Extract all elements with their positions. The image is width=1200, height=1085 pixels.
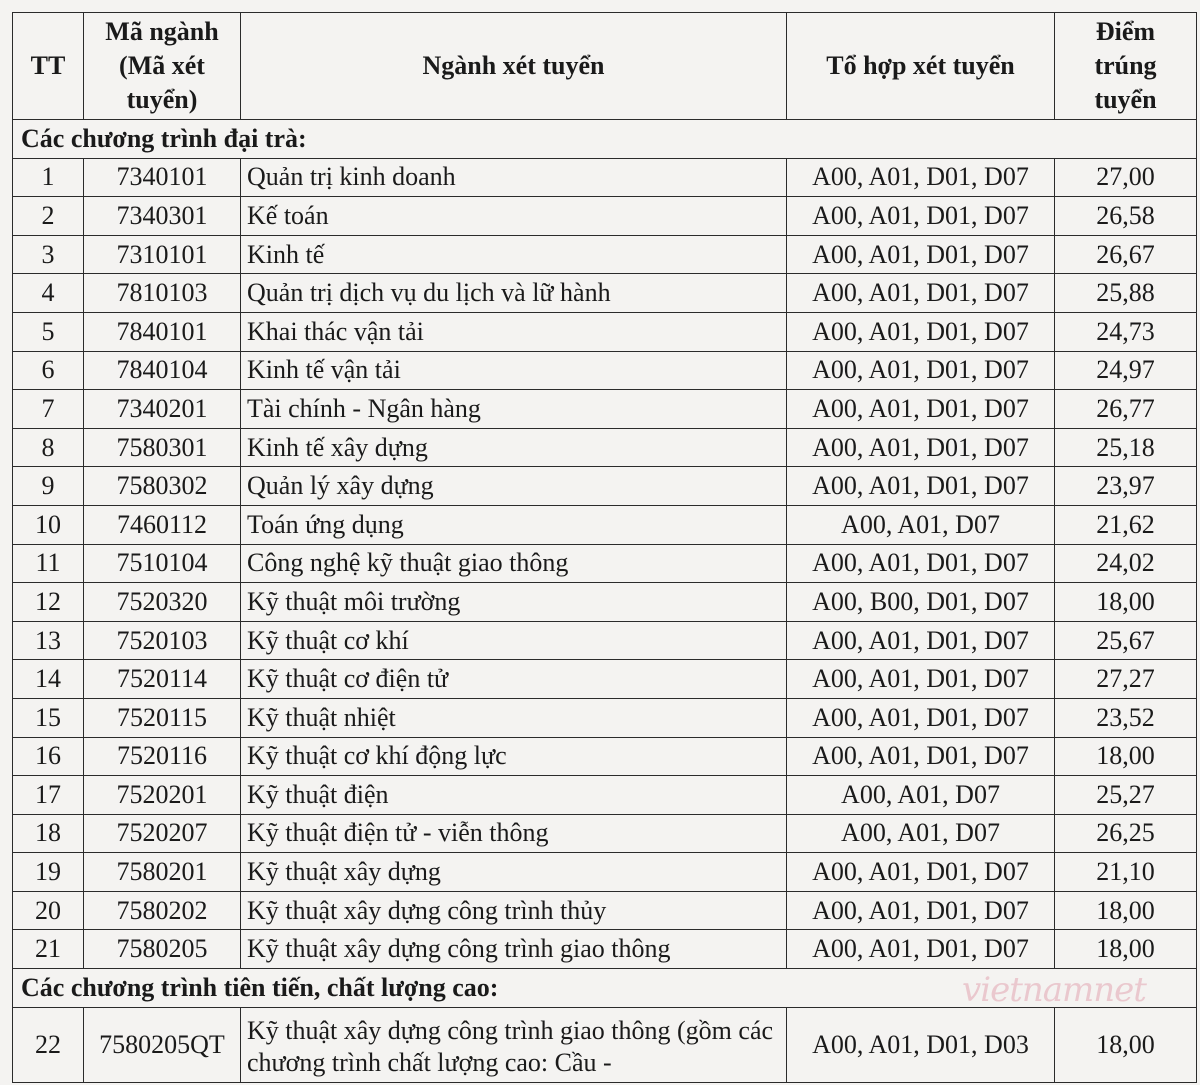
- header-combo: Tổ hợp xét tuyển: [787, 13, 1055, 120]
- cell-tt: 11: [13, 544, 84, 583]
- cell-major: Toán ứng dụng: [241, 505, 787, 544]
- table-row: [13, 235, 1197, 274]
- cell-score: 26,25: [1055, 814, 1197, 853]
- table-row: [13, 853, 1197, 892]
- cell-code: 7520207: [84, 814, 241, 853]
- cell-major: Kỹ thuật xây dựng công trình giao thông: [241, 930, 787, 969]
- cell-score: 24,73: [1055, 312, 1197, 351]
- cell-code: 7810103: [84, 274, 241, 313]
- cell-combo: A00, A01, D01, D03: [787, 1007, 1055, 1082]
- cell-combo: A00, A01, D01, D07: [787, 428, 1055, 467]
- cell-major: Kỹ thuật nhiệt: [241, 698, 787, 737]
- cell-major: Kỹ thuật cơ khí: [241, 621, 787, 660]
- cell-combo: A00, A01, D01, D07: [787, 312, 1055, 351]
- cell-score: 18,00: [1055, 737, 1197, 776]
- cell-major: Kỹ thuật cơ khí động lực: [241, 737, 787, 776]
- cell-score: 23,97: [1055, 467, 1197, 506]
- cell-major: Quản lý xây dựng: [241, 467, 787, 506]
- cell-score: 23,52: [1055, 698, 1197, 737]
- cell-major: Quản trị kinh doanh: [241, 158, 787, 197]
- cell-tt: 17: [13, 776, 84, 815]
- cell-major: Kỹ thuật xây dựng: [241, 853, 787, 892]
- cell-major: Khai thác vận tải: [241, 312, 787, 351]
- cell-code: 7580301: [84, 428, 241, 467]
- cell-score: 26,58: [1055, 197, 1197, 236]
- cell-score: 27,00: [1055, 158, 1197, 197]
- cell-major: Kinh tế xây dựng: [241, 428, 787, 467]
- table-row: [13, 544, 1197, 583]
- cell-code: 7520116: [84, 737, 241, 776]
- cell-combo: A00, A01, D07: [787, 505, 1055, 544]
- section-title: Các chương trình tiên tiến, chất lượng cao:: [13, 969, 1197, 1008]
- cell-tt: 9: [13, 467, 84, 506]
- cell-code: 7580302: [84, 467, 241, 506]
- cell-major: Tài chính - Ngân hàng: [241, 390, 787, 429]
- table-row: [13, 737, 1197, 776]
- cell-score: 25,88: [1055, 274, 1197, 313]
- table-row: [13, 698, 1197, 737]
- cell-tt: 3: [13, 235, 84, 274]
- cell-tt: 15: [13, 698, 84, 737]
- cell-combo: A00, A01, D01, D07: [787, 698, 1055, 737]
- cell-code: 7340101: [84, 158, 241, 197]
- cell-combo: A00, A01, D01, D07: [787, 930, 1055, 969]
- table-row: [13, 1007, 1197, 1082]
- table-row: [13, 351, 1197, 390]
- cell-combo: A00, B00, D01, D07: [787, 583, 1055, 622]
- cell-combo: A00, A01, D07: [787, 776, 1055, 815]
- cell-combo: A00, A01, D01, D07: [787, 467, 1055, 506]
- cell-tt: 10: [13, 505, 84, 544]
- cell-code: 7340301: [84, 197, 241, 236]
- cell-tt: 5: [13, 312, 84, 351]
- header-tt: TT: [13, 13, 84, 120]
- cell-tt: 8: [13, 428, 84, 467]
- cell-tt: 6: [13, 351, 84, 390]
- cell-score: 21,62: [1055, 505, 1197, 544]
- cell-major: Quản trị dịch vụ du lịch và lữ hành: [241, 274, 787, 313]
- cell-combo: A00, A01, D01, D07: [787, 274, 1055, 313]
- table-row: [13, 467, 1197, 506]
- cell-major: Kỹ thuật điện: [241, 776, 787, 815]
- cell-combo: A00, A01, D01, D07: [787, 621, 1055, 660]
- cell-combo: A00, A01, D01, D07: [787, 235, 1055, 274]
- table-row: [13, 814, 1197, 853]
- cell-tt: 1: [13, 158, 84, 197]
- cell-code: 7580205QT: [84, 1007, 241, 1082]
- cell-tt: 18: [13, 814, 84, 853]
- cell-score: 18,00: [1055, 930, 1197, 969]
- cell-code: 7840104: [84, 351, 241, 390]
- table-row: [13, 621, 1197, 660]
- cell-code: 7580201: [84, 853, 241, 892]
- cell-tt: 12: [13, 583, 84, 622]
- watermark-logo: vietnamnet: [962, 970, 1146, 1010]
- cell-combo: A00, A01, D01, D07: [787, 351, 1055, 390]
- cell-score: 18,00: [1055, 1007, 1197, 1082]
- cell-score: 27,27: [1055, 660, 1197, 699]
- cell-code: 7580202: [84, 891, 241, 930]
- table-body: [13, 120, 1197, 1083]
- cell-code: 7520103: [84, 621, 241, 660]
- cell-combo: A00, A01, D01, D07: [787, 891, 1055, 930]
- cell-code: 7460112: [84, 505, 241, 544]
- header-code: Mã ngành (Mã xét tuyển): [84, 13, 241, 120]
- cell-combo: A00, A01, D01, D07: [787, 158, 1055, 197]
- cell-score: 25,67: [1055, 621, 1197, 660]
- table-row: [13, 390, 1197, 429]
- cell-code: 7510104: [84, 544, 241, 583]
- cell-combo: A00, A01, D01, D07: [787, 737, 1055, 776]
- cell-major: Công nghệ kỹ thuật giao thông: [241, 544, 787, 583]
- table-row: [13, 776, 1197, 815]
- cell-tt: 2: [13, 197, 84, 236]
- cell-code: 7520201: [84, 776, 241, 815]
- cell-tt: 20: [13, 891, 84, 930]
- cell-combo: A00, A01, D01, D07: [787, 660, 1055, 699]
- table-row: [13, 274, 1197, 313]
- cell-code: 7520320: [84, 583, 241, 622]
- cell-score: 26,67: [1055, 235, 1197, 274]
- admission-scores-table: [12, 12, 1197, 1083]
- header-score: Điểm trúng tuyển: [1055, 13, 1197, 120]
- cell-tt: 14: [13, 660, 84, 699]
- cell-code: 7340201: [84, 390, 241, 429]
- cell-major: Kỹ thuật môi trường: [241, 583, 787, 622]
- cell-code: 7520115: [84, 698, 241, 737]
- table-row: [13, 428, 1197, 467]
- cell-combo: A00, A01, D01, D07: [787, 197, 1055, 236]
- cell-tt: 13: [13, 621, 84, 660]
- cell-combo: A00, A01, D01, D07: [787, 390, 1055, 429]
- table-row: [13, 312, 1197, 351]
- cell-major: Kỹ thuật xây dựng công trình giao thông (gồm các chương trình chất lượng cao: Cầu -: [241, 1007, 787, 1082]
- cell-code: 7520114: [84, 660, 241, 699]
- table-row: [13, 197, 1197, 236]
- cell-score: 21,10: [1055, 853, 1197, 892]
- table-row: [13, 930, 1197, 969]
- table-row: [13, 505, 1197, 544]
- table-row: [13, 660, 1197, 699]
- cell-code: 7840101: [84, 312, 241, 351]
- cell-combo: A00, A01, D07: [787, 814, 1055, 853]
- section-title: Các chương trình đại trà:: [13, 120, 1197, 159]
- table-row: [13, 158, 1197, 197]
- cell-major: Kinh tế vận tải: [241, 351, 787, 390]
- cell-tt: 21: [13, 930, 84, 969]
- cell-tt: 22: [13, 1007, 84, 1082]
- header-major: Ngành xét tuyển: [241, 13, 787, 120]
- cell-code: 7580205: [84, 930, 241, 969]
- cell-score: 26,77: [1055, 390, 1197, 429]
- cell-major: Kinh tế: [241, 235, 787, 274]
- cell-major: Kỹ thuật cơ điện tử: [241, 660, 787, 699]
- cell-score: 18,00: [1055, 583, 1197, 622]
- cell-combo: A00, A01, D01, D07: [787, 853, 1055, 892]
- cell-major: Kế toán: [241, 197, 787, 236]
- table-row: [13, 891, 1197, 930]
- header-row: [13, 13, 1197, 120]
- cell-major: Kỹ thuật điện tử - viễn thông: [241, 814, 787, 853]
- cell-tt: 4: [13, 274, 84, 313]
- cell-score: 24,97: [1055, 351, 1197, 390]
- table-row: [13, 583, 1197, 622]
- cell-score: 18,00: [1055, 891, 1197, 930]
- cell-score: 25,27: [1055, 776, 1197, 815]
- cell-score: 24,02: [1055, 544, 1197, 583]
- cell-code: 7310101: [84, 235, 241, 274]
- cell-major: Kỹ thuật xây dựng công trình thủy: [241, 891, 787, 930]
- cell-tt: 19: [13, 853, 84, 892]
- cell-combo: A00, A01, D01, D07: [787, 544, 1055, 583]
- cell-tt: 16: [13, 737, 84, 776]
- cell-score: 25,18: [1055, 428, 1197, 467]
- section-row: [13, 120, 1197, 159]
- cell-tt: 7: [13, 390, 84, 429]
